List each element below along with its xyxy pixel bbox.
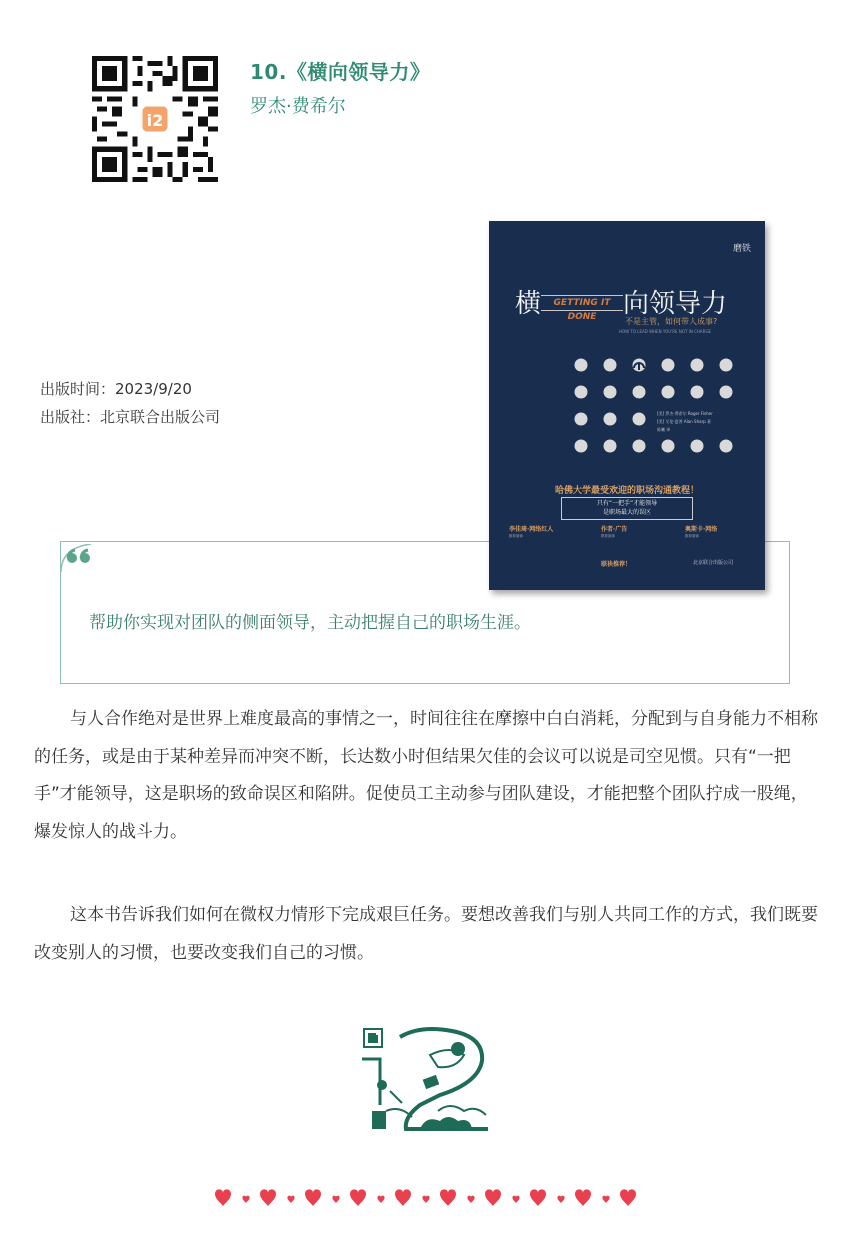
cover-callout-box (561, 497, 693, 520)
quote-text: 帮助你实现对团队的侧面领导，主动把握自己的职场生涯。 (89, 613, 531, 633)
book-author: 罗杰·费希尔 (250, 96, 346, 117)
qr-code (92, 56, 218, 182)
cover-subtitle: 不是主管，如何带人成事? (625, 317, 718, 326)
cover-recommender-3: 奥斯卡·网络 (685, 526, 718, 533)
cover-recommender-2-desc: 推荐阅读 (601, 534, 615, 538)
cover-recommender-1-desc: 推荐阅读 (509, 534, 523, 538)
cover-publisher-mark: 磨铁 (732, 244, 751, 254)
cover-tagline: HOW TO LEAD WHEN YOU'RE NOT IN CHARGE (619, 329, 712, 334)
cover-badge: 联袂推荐！ (601, 561, 632, 568)
cover-author-2: [美] 艾伦·夏普 Alan Sharp 著 (657, 419, 712, 424)
cover-title-rest: 向领导力 (623, 289, 728, 319)
publisher: 出版社：北京联合出版公司 (40, 408, 221, 426)
cover-title-first: 横 (515, 289, 542, 319)
cover-recommender-2: 作者·广告 (601, 526, 628, 533)
cover-translator: 陈曦 译 (657, 427, 671, 432)
book-title: 10.《横向领导力》 (250, 60, 431, 84)
cover-callout-line1: 只有“一把手”才能领导 (596, 500, 658, 507)
cover-ribbon: 哈佛大学最受欢迎的职场沟通教程！ (554, 486, 699, 496)
hearts-divider (210, 1184, 640, 1212)
quote-mark-icon (61, 544, 101, 580)
cover-publisher-logo: 北京联合出版公司 (693, 560, 734, 566)
cover-callout-line2: 是职场最大的误区 (602, 509, 651, 516)
body-paragraph-1: 与人合作绝对是世界上难度最高的事情之一，时间往往在摩擦中白白消耗，分配到与自身能力不相称的任务，或是由于某种差异而冲突不断，长达数小时但结果欠佳的会议可以说是司空见惯。只有“一把手”才能领导，这是职场的致命误区和陷阱。促使员工主动参与团队建设，才能把整个团队拧成一股绳，爆发惊人的战斗力。 (34, 709, 818, 842)
i2-illustration-logo (360, 1025, 492, 1133)
publish-date: 出版时间：2023/9/20 (40, 380, 192, 398)
cover-recommender-1: 李佳琦·网络红人 (509, 526, 554, 533)
book-cover (489, 221, 765, 590)
cover-author-1: [美] 罗杰·费希尔 Roger Fisher (657, 411, 713, 416)
cover-english-title: GETTING IT DONE (541, 295, 623, 311)
cover-recommender-3-desc: 推荐阅读 (685, 534, 699, 538)
body-paragraph-2: 这本书告诉我们如何在微权力情形下完成艰巨任务。要想改善我们与别人共同工作的方式，我们既要改变别人的习惯，也要改变我们自己的习惯。 (34, 905, 818, 963)
cover-dot-grid (573, 351, 741, 455)
svg-text:i2: i2 (146, 111, 164, 131)
